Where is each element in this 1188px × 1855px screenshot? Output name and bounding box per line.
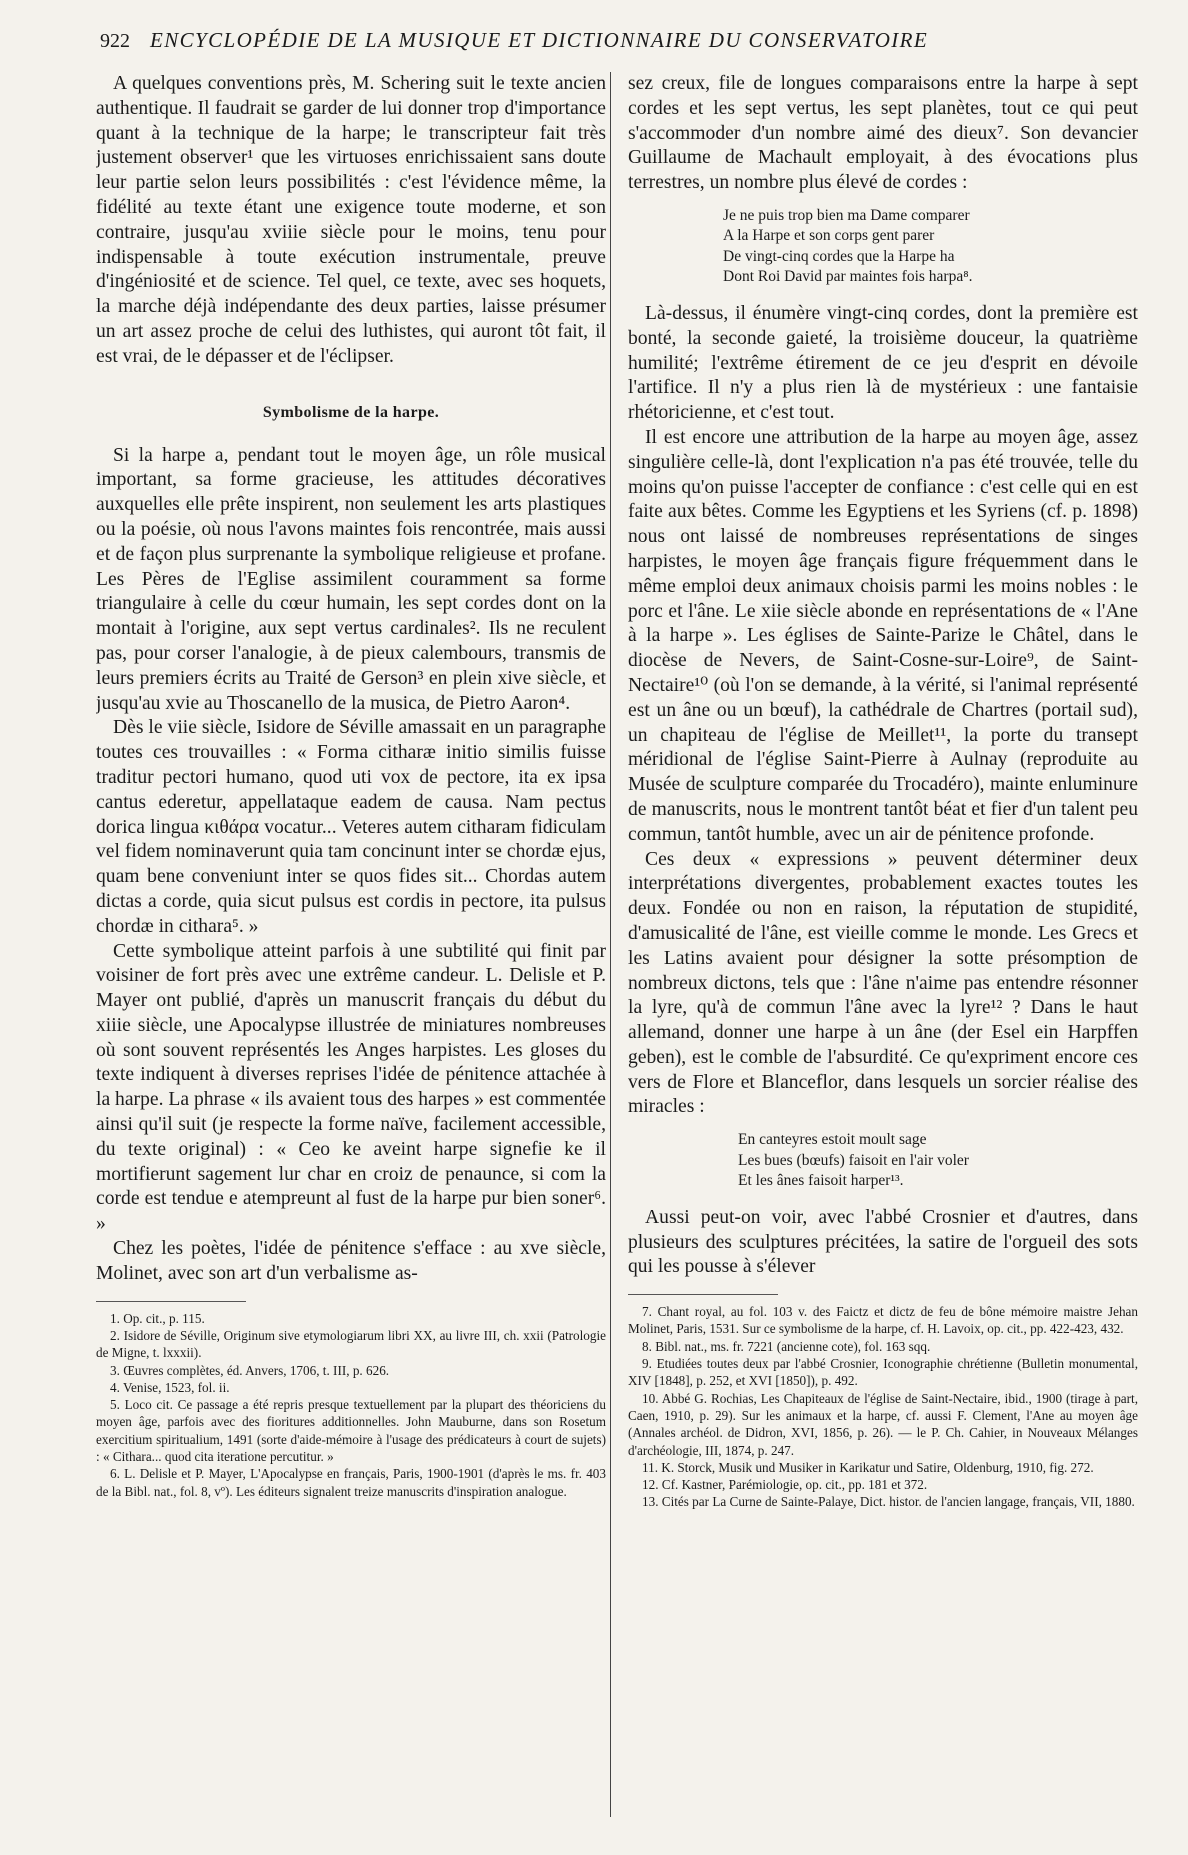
- verse-line: De vingt-cinq cordes que la Harpe ha: [723, 247, 955, 265]
- footnote-rule: [628, 1294, 778, 1295]
- footnote: 10. Abbé G. Rochias, Les Chapiteaux de l'église de Saint-Nectaire, ibid., 1900 (tirage à part, Caen, 1910, p. 29). Sur les animaux et la harpe, cf. aussi F. Clement, l'Ane au moyen âge (Annales archéol. de Didron, XVI, 1856, p. 26). — le P. Ch. Cahier, in Nouveaux Mélanges d'archéologie, III, 1874, p. 247.: [628, 1390, 1138, 1458]
- footnote: 4. Venise, 1523, fol. ii.: [110, 1379, 230, 1395]
- verse-line: En canteyres estoit moult sage: [738, 1131, 927, 1149]
- paragraph: A quelques conventions près, M. Schering suit le texte ancien authentique. Il faudrait se garder de lui donner trop d'importance quant à la technique de la harpe; le transcripteur fait très justement observer¹ que les virtuoses enrichissaient sans doute leur partie selon leurs possibilités : c'est l'évidence même, la fidélité au texte étant une exigence toute moderne, et son contraire, jusqu'au xviiie siècle pour le moins, tenu pour indispensable à toute exécution instrumentale, preuve d'ingéniosité et de science. Tel quel, ce texte, avec ses hoquets, la marche déjà indépendante des deux parties, laisse présumer un art assez proche de celui des luthistes, qui auront tôt fait, il est vrai, de le dépasser et de l'éclipser.: [96, 73, 606, 367]
- footnotes: [628, 1294, 1138, 1511]
- footnote: 6. L. Delisle et P. Mayer, L'Apocalypse en français, Paris, 1900-1901 (d'après le ms. fr. 403 de la Bibl. nat., fol. 8, vº). Les éditeurs signalent treize manuscrits d'inspiration analogue.: [96, 1466, 606, 1499]
- footnote: 3. Œuvres complètes, éd. Anvers, 1706, t. III, p. 626.: [110, 1362, 390, 1378]
- footnote: 11. K. Storck, Musik und Musiker in Karikatur und Satire, Oldenburg, 1910, fig. 272.: [642, 1459, 1094, 1475]
- verse-quote: [628, 1130, 1138, 1192]
- footnote: 13. Cités par La Curne de Sainte-Palaye, Dict. histor. de l'ancien langage, français, VII, 1880.: [642, 1494, 1135, 1510]
- footnote: 1. Op. cit., p. 115.: [110, 1310, 205, 1326]
- paragraph: Cette symbolique atteint parfois à une subtilité qui finit par voisiner de fort près avec une extrême candeur. L. Delisle et P. Mayer ont publié, d'après un manuscrit français du début du xiiie siècle, une Apocalypse illustrée de miniatures nombreuses où sont souvent représentés les Anges harpistes. Les gloses du texte indiquent à diverses reprises l'idée de pénitence attachée à la harpe. La phrase « ils avaient tous des harpes » est commentée ainsi qu'il suit (je respecte la forme naïve, facilement accessible, du texte original) : « Ceo ke aveint harpe signefie ke il mortifierunt sagement lur char en croiz de penaunce, si com la corde est tendue e atempreunt al fust de la harpe pur bien soner⁶. »: [96, 940, 606, 1235]
- footnote: 12. Cf. Kastner, Parémiologie, op. cit., pp. 181 et 372.: [642, 1477, 928, 1493]
- right-column: [628, 72, 1138, 1842]
- column-rule: [610, 72, 611, 1817]
- verse-line: A la Harpe et son corps gent parer: [723, 227, 935, 245]
- footnote: 9. Etudiées toutes deux par l'abbé Crosnier, Iconographie chrétienne (Bulletin monumental, XIV [1848], p. 252, et XVI [1850]), p. 492.: [628, 1356, 1138, 1389]
- paragraph: sez creux, file de longues comparaisons entre la harpe à sept cordes et les sept vertus, les sept planètes, tout ce qui peut s'accommoder d'un nombre aimé des dieux⁷. Son devancier Guillaume de Machault employait, à des évocations plus terrestres, un nombre plus élevé de cordes :: [628, 73, 1138, 194]
- footnote: 8. Bibl. nat., ms. fr. 7221 (ancienne cote), fol. 163 sqq.: [642, 1338, 931, 1354]
- verse-line: Dont Roi David par maintes fois harpa⁸.: [723, 268, 973, 286]
- verse-line: Et les ânes faisoit harper¹³.: [738, 1172, 904, 1190]
- paragraph: Là-dessus, il énumère vingt-cinq cordes, dont la première est bonté, la seconde gaieté, la troisième douceur, la quatrième humilité; l'extrême étirement de ce jeu d'esprit en dévoile l'artifice. Il n'y a plus rien là de mystérieux : une fantaisie rhétoricienne, et c'est tout.: [628, 302, 1138, 424]
- footnote-rule: [96, 1301, 246, 1302]
- footnote: 5. Loco cit. Ce passage a été repris presque textuellement par la plupart des théoriciens du moyen âge, parfois avec des fioritures additionnelles. John Mauburne, dans son Rosetum exercitium spiritualium, 1491 (sorte d'aide-mémoire à l'usage des prédicateurs à court de sujets) : « Cithara... quod cita iteratione percutitur. »: [96, 1397, 606, 1465]
- paragraph: Aussi peut-on voir, avec l'abbé Crosnier et d'autres, dans plusieurs des sculptures précitées, la satire de l'orgueil des sots qui les pousse à s'élever: [628, 1206, 1138, 1278]
- running-head: [100, 28, 1145, 58]
- paragraph: Ces deux « expressions » peuvent déterminer deux interprétations divergentes, probablement exactes toutes les deux. Fondée ou non en raison, la réputation de stupidité, d'amusicalité de l'âne, est vieille comme le monde. Les Grecs et les Latins avaient pour désigner la sotte présomption de nombreux dictons, tels que : l'âne n'aime pas entendre résonner la lyre, qu'à de commun l'âne avec la lyre¹² ? Dans le haut allemand, donner une harpe à un âne (der Esel ein Harpffen geben), est le comble de l'absurdité. Ce qu'expriment encore ces vers de Flore et Blanceflor, dans lesquels un sorcier réalise des miracles :: [628, 848, 1138, 1118]
- left-column: [96, 72, 606, 1842]
- paragraph: Dès le viie siècle, Isidore de Séville amassait en un paragraphe toutes ces trouvailles : « Forma citharæ initio similis fuisse traditur pectori humano, quod uti vox de pectore, ita ex ipsa cantus ederetur, appellataque eadem de causa. Nam pectus dorica lingua κιθάρα vocatur... Veteres autem citharam fidiculam vel fidem nominaverunt quia tam concinunt inter se chordæ ejus, quam bene conveniunt inter se quos fides sit... Chordas autem dictas a corde, quia sicut pulsus est cordis in pectore, ita pulsus chordæ in cithara⁵. »: [96, 717, 606, 937]
- verse-line: Les bues (bœufs) faisoit en l'air voler: [738, 1151, 969, 1169]
- running-title: ENCYCLOPÉDIE DE LA MUSIQUE ET DICTIONNAIRE DU CONSERVATOIRE: [150, 28, 929, 52]
- verse-line: Je ne puis trop bien ma Dame comparer: [723, 206, 970, 224]
- paragraph: Chez les poètes, l'idée de pénitence s'efface : au xve siècle, Molinet, avec son art d'un verbalisme as-: [96, 1238, 606, 1284]
- paragraph: Il est encore une attribution de la harpe au moyen âge, assez singulière celle-là, dont l'explication n'a pas été trouvée, telle du moins qu'on puisse l'accepter de confiance : c'est celle qui en est faite aux bêtes. Comme les Egyptiens et les Syriens (cf. p. 1898) nous ont laissé de nombreuses représentations de singes harpistes, le moyen âge français figure fréquemment dans le même emploi deux animaux choisis parmi les moins nobles : le porc et l'âne. Le xiie siècle abonde en représentations de « l'Ane à la harpe ». Les églises de Sainte-Parize le Châtel, dans le diocèse de Nevers, de Saint-Cosne-sur-Loire⁹, de Saint-Nectaire¹⁰ (où l'on se demande, à la vérité, si l'animal représenté est un âne ou un bœuf), la cathédrale de Chartres (portail sud), un chapiteau de l'église de Meillet¹¹, la porte du transept méridional de l'église Saint-Pierre à Aulnay (reproduite au Musée de sculpture comparée du Trocadéro), mainte enluminure de manuscrits, nous le montrent tantôt béat et fier d'un talent peu commun, tantôt humble, avec un air de pénitence profonde.: [628, 426, 1138, 845]
- section-heading: Symbolisme de la harpe.: [262, 403, 440, 421]
- paragraph: Si la harpe a, pendant tout le moyen âge, un rôle musical important, sa forme gracieuse, les attitudes décoratives auxquelles elle prête inspirent, non seulement les arts plastiques ou la poésie, où nous l'avons maintes fois rencontrée, mais aussi et de façon plus surprenante la symbolique religieuse et profane. Les Pères de l'Eglise assimilent couramment sa forme triangulaire à celle du cœur humain, les sept cordes dont on la montait à l'origine, aux sept vertus cardinales². Ils ne reculent pas, pour corser l'analogie, à de pieux calembours, transmis de leurs premiers écrits au Traité de Gerson³ en plein xive siècle, et jusqu'au xvie au Thoscanello de la musica, de Pietro Aaron⁴.: [96, 444, 606, 714]
- footnotes: [96, 1301, 606, 1500]
- verse-quote: [628, 206, 1138, 288]
- page-number: 922: [100, 30, 130, 52]
- footnote: 2. Isidore de Séville, Originum sive etymologiarum libri XX, au livre III, ch. xxii (Patrologie de Migne, t. lxxxii).: [96, 1327, 606, 1361]
- footnote: 7. Chant royal, au fol. 103 v. des Faictz et dictz de feu de bône mémoire maistre Jehan Molinet, Paris, 1531. Sur ce symbolisme de la harpe, cf. H. Lavoix, op. cit., pp. 422-423, 432.: [628, 1304, 1138, 1337]
